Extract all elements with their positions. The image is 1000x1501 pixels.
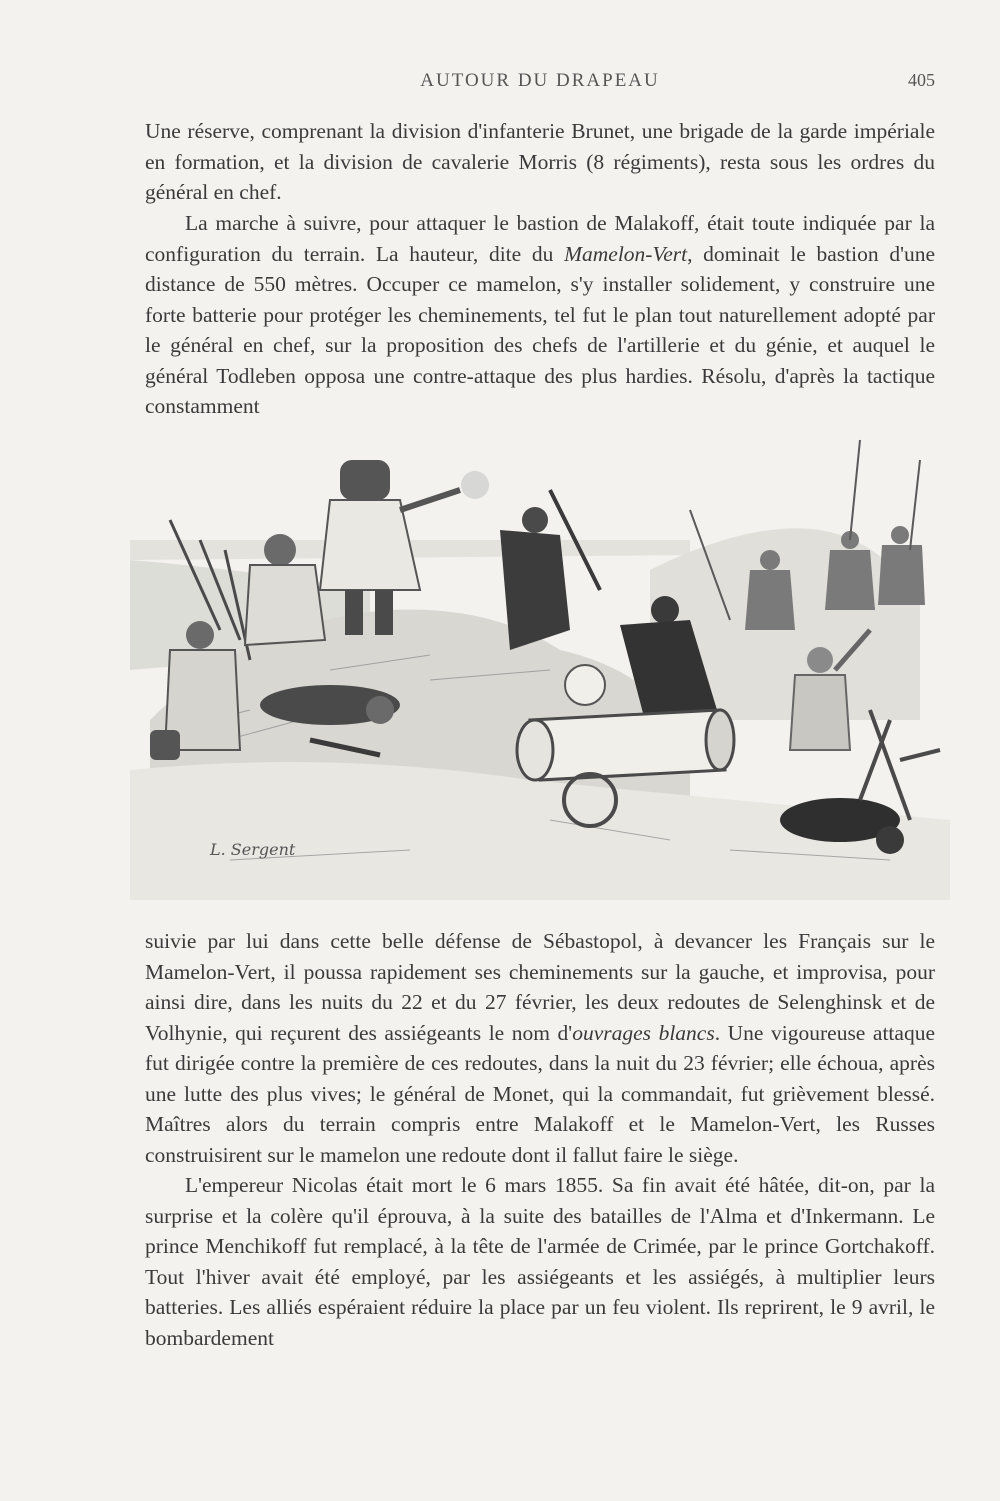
paragraph-3-text-b: . Une vigoureuse attaque fut dirigée contre la première de ces redoutes, dans la nuit du 23 février; elle échoua, après une lutte des plus vives; le général de Monet, qui la commandait, fut grièvement blessé. Maîtres alors du terrain compris entre Malakoff et le Mamelon-Vert, les Russes construisirent sur le mamelon une redoute dont il fallut faire le siège. xyxy=(145,1020,935,1167)
page-number: 405 xyxy=(908,70,935,90)
paragraph-2-italic: Mamelon-Vert xyxy=(564,241,688,266)
paragraph-1: Une réserve, comprenant la division d'infanterie Brunet, une brigade de la garde impériale en formation, et la division de cavalerie Morris (8 régiments), resta sous les ordres du général en chef. xyxy=(145,119,935,204)
artist-signature: L. Sergent xyxy=(210,840,296,859)
paragraph-3-italic: ouvrages blancs xyxy=(572,1020,715,1045)
running-title: AUTOUR DU DRAPEAU xyxy=(420,70,660,91)
battle-illustration xyxy=(130,420,950,900)
paragraph-2 xyxy=(145,208,935,422)
paragraph-2-text-a: La marche à suivre, pour attaquer le bastion de Malakoff, était toute indiquée par la configuration du terrain. La hauteur, dite du xyxy=(145,211,935,266)
paragraph-3 xyxy=(145,926,935,1170)
paragraph-2-text-b: , dominait le bastion d'une distance de 550 mètres. Occuper ce mamelon, s'y installer solidement, y construire une forte batterie pour protéger les cheminements, tel fut le plan tout naturellement adopté par le général en chef, sur la proposition des chefs de l'artillerie et du génie, et auquel le général Todleben opposa une contre-attaque des plus hardies. Résolu, d'après la tactique constamment xyxy=(145,241,935,418)
illustration-drawing xyxy=(130,420,950,900)
paragraph-3-text-a: suivie par lui dans cette belle défense de Sébastopol, à devancer les Français sur le Mamelon-Vert, il poussa rapidement ses cheminements sur la gauche, et improvisa, pour ainsi dire, dans les nuits du 22 et du 27 février, les deux redoutes de Selenghinsk et de Volhynie, qui reçurent des assiégeants le nom d' xyxy=(145,929,935,1045)
running-head xyxy=(145,70,935,100)
paragraph-4: L'empereur Nicolas était mort le 6 mars 1855. Sa fin avait été hâtée, dit-on, par la surprise et la colère qu'il éprouva, à la suite des batailles de l'Alma et d'Inkermann. Le prince Menchikoff fut remplacé, à la tête de l'armée de Crimée, par le prince Gortchakoff. Tout l'hiver avait été employé, par les assiégeants et les assiégés, à multiplier leurs batteries. Les alliés espéraient réduire la place par un feu violent. Ils reprirent, le 9 avril, le bombardement xyxy=(145,1173,935,1350)
